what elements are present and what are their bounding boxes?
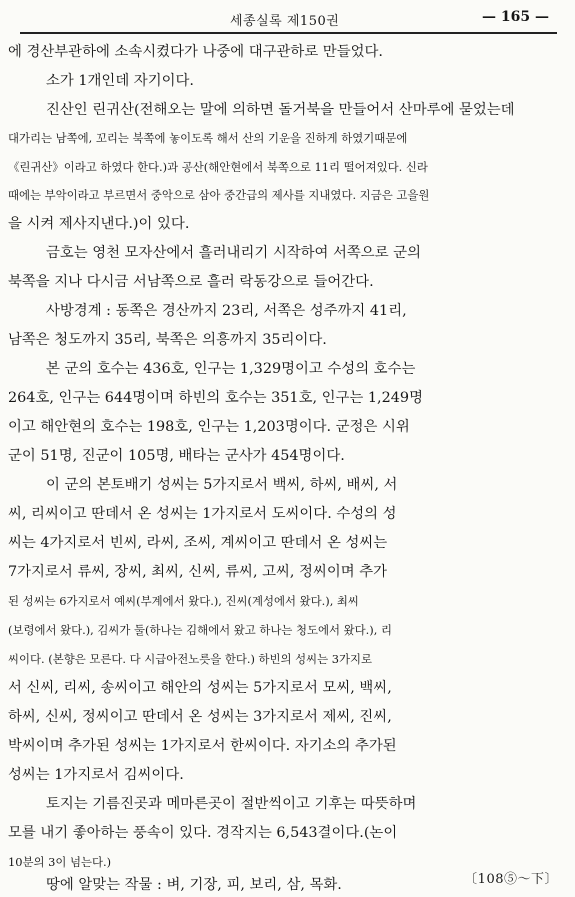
text-line: 남쪽은 청도까지 35리, 북쪽은 의흥까지 35리이다. (8, 332, 327, 348)
text-line: 이고 해안현의 호수는 198호, 인구는 1,203명이다. 군정은 시위 (8, 419, 410, 435)
page-body (0, 36, 575, 891)
source-reference: 〔108⑤～下〕 (464, 872, 558, 887)
text-line: 토지는 기름진곳과 메마른곳이 절반씩이고 기후는 따뜻하며 (46, 796, 417, 812)
running-title: 세종실록 제150권 (230, 14, 340, 29)
page-header (20, 8, 557, 34)
text-line: 본 군의 호수는 436호, 인구는 1,329명이고 수성의 호수는 (46, 361, 416, 377)
text-line: 된 성씨는 6가지로서 예씨(부계에서 왔다.), 진씨(계성에서 왔다.), 최씨 (8, 594, 359, 608)
text-line: 씨이다. (본향은 모른다. 다 시급아전노릇을 한다.) 하빈의 성씨는 3가지로 (8, 652, 373, 666)
text-line: 금호는 영천 모자산에서 흘러내리기 시작하여 서쪽으로 군의 (46, 245, 421, 261)
text-line: 을 시켜 제사지낸다.)이 있다. (8, 216, 190, 232)
text-line: 군이 51명, 진군이 105명, 배타는 군사가 454명이다. (8, 448, 345, 464)
text-line: 소가 1개인데 자기이다. (46, 73, 194, 89)
text-line: 대가리는 남쪽에, 꼬리는 북쪽에 놓이도록 해서 산의 기운을 진하게 하였기때문에 (8, 131, 408, 145)
text-line: 진산인 린귀산(전해오는 말에 의하면 돌거북을 만들어서 산마루에 묻었는데 (46, 102, 515, 118)
text-line: 박씨이며 추가된 성씨는 1가지로서 한씨이다. 자기소의 추가된 (8, 738, 397, 754)
text-line: 7가지로서 류씨, 장씨, 최씨, 신씨, 류씨, 고씨, 정씨이며 추가 (8, 564, 388, 580)
text-line: 모를 내기 좋아하는 풍속이 있다. 경작지는 6,543결이다.(논이 (8, 825, 398, 841)
text-line: 사방경계 : 동쪽은 경산까지 23리, 서쪽은 성주까지 41리, (46, 303, 407, 319)
header-rule (20, 32, 557, 34)
text-line: 땅에 알맞는 작물 : 벼, 기장, 피, 보리, 삼, 목화. (46, 877, 342, 893)
text-line: 에 경산부관하에 소속시켰다가 나중에 대구관하로 만들었다. (8, 44, 383, 60)
text-line: (보령에서 왔다.), 김씨가 둘(하나는 김해에서 왔고 하나는 청도에서 왔다.), 리 (8, 623, 392, 637)
text-line: 이 군의 본토배기 성씨는 5가지로서 백씨, 하씨, 배씨, 서 (46, 477, 398, 493)
page-number: — 165 — (482, 9, 549, 25)
text-line: 서 신씨, 리씨, 송씨이고 해안의 성씨는 5가지로서 모씨, 백씨, (8, 680, 392, 696)
text-line: 하씨, 신씨, 정씨이고 딴데서 온 성씨는 3가지로서 제씨, 진씨, (8, 709, 392, 725)
text-line: 《린귀산》이라고 하였다 한다.)과 공산(해안현에서 북쪽으로 11리 떨어져있다. 신라 (8, 160, 428, 174)
text-line: 때에는 부악이라고 부르면서 중악으로 삼아 중간급의 제사를 지내였다. 지금은 고을원 (8, 188, 430, 202)
text-line: 10분의 3이 넘는다.) (8, 855, 112, 869)
text-line: 북쪽을 지나 다시금 서남쪽으로 흘러 락동강으로 들어간다. (8, 274, 374, 290)
text-line: 씨, 리씨이고 딴데서 온 성씨는 1가지로서 도씨이다. 수성의 성 (8, 506, 397, 522)
text-line: 264호, 인구는 644명이며 하빈의 호수는 351호, 인구는 1,249명 (8, 390, 423, 406)
text-line: 성씨는 1가지로서 김씨이다. (8, 767, 184, 783)
text-line: 씨는 4가지로서 빈씨, 라씨, 조씨, 계씨이고 딴데서 온 성씨는 (8, 535, 388, 551)
